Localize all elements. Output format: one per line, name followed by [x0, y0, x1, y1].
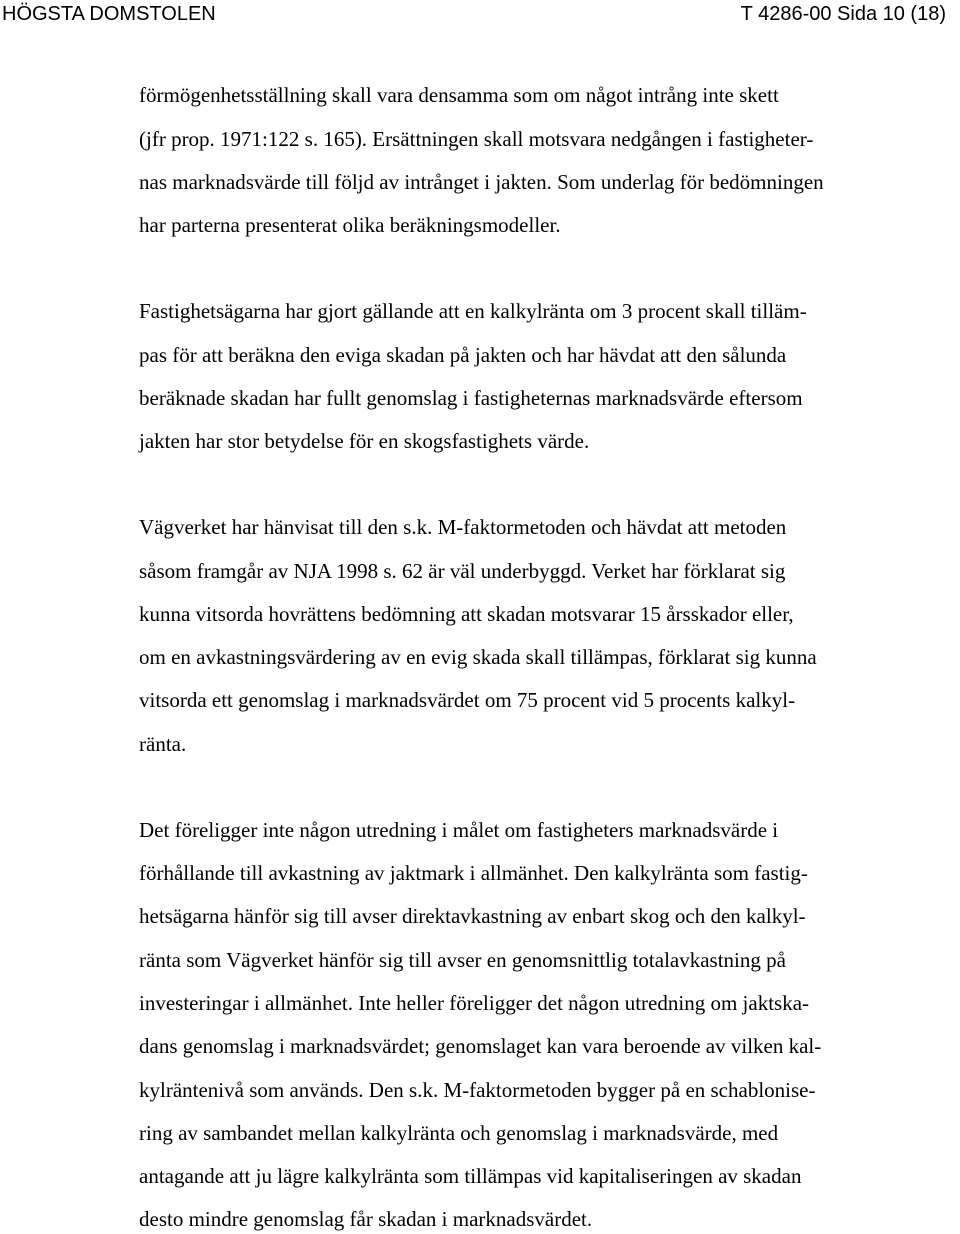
text-line: pas för att beräkna den eviga skadan på jakten och har hävdat att den sålunda — [139, 343, 787, 367]
text-line: nas marknadsvärde till följd av intrånget i jakten. Som underlag för bedömningen — [139, 170, 824, 194]
text-line: vitsorda ett genomslag i marknadsvärdet om 75 procent vid 5 procents kalkyl- — [139, 688, 796, 712]
text-line: antagande att ju lägre kalkylränta som tillämpas vid kapitaliseringen av skadan — [139, 1164, 802, 1188]
text-line: Fastighetsägarna har gjort gällande att en kalkylränta om 3 procent skall tilläm- — [139, 299, 807, 323]
text-line: Det föreligger inte någon utredning i målet om fastigheters marknadsvärde i — [139, 818, 779, 842]
text-line: jakten har stor betydelse för en skogsfastighets värde. — [139, 429, 590, 453]
text-line: desto mindre genomslag får skadan i marknadsvärdet. — [139, 1207, 593, 1231]
text-line: investeringar i allmänhet. Inte heller föreligger det någon utredning om jaktska- — [139, 991, 810, 1015]
page-header — [0, 0, 960, 30]
text-line: kylräntenivå som används. Den s.k. M-faktormetoden bygger på en schablonise- — [139, 1078, 816, 1102]
text-line: dans genomslag i marknadsvärdet; genomslaget kan vara beroende av vilken kal- — [139, 1034, 822, 1058]
text-line: ränta. — [139, 732, 187, 756]
case-page-number: T 4286-00 Sida 10 (18) — [740, 3, 946, 25]
text-line: ring av sambandet mellan kalkylränta och genomslag i marknadsvärde, med — [139, 1121, 779, 1145]
text-line: förmögenhetsställning skall vara densamma som om något intrång inte skett — [139, 83, 779, 107]
text-line: Vägverket har hänvisat till den s.k. M-faktormetoden och hävdat att metoden — [139, 515, 787, 539]
text-line: ränta som Vägverket hänför sig till avser en genomsnittlig totalavkastning på — [139, 948, 786, 972]
text-line: hetsägarna hänför sig till avser direktavkastning av enbart skog och den kalkyl- — [139, 904, 806, 928]
court-name: HÖGSTA DOMSTOLEN — [2, 3, 216, 25]
text-line: förhållande till avkastning av jaktmark i allmänhet. Den kalkylränta som fastig- — [139, 861, 808, 885]
text-line: har parterna presenterat olika beräkningsmodeller. — [139, 213, 561, 237]
text-line: kunna vitsorda hovrättens bedömning att skadan motsvarar 15 årsskador eller, — [139, 602, 794, 626]
text-line: beräknade skadan har fullt genomslag i fastigheternas marknadsvärde eftersom — [139, 386, 803, 410]
text-line: (jfr prop. 1971:122 s. 165). Ersättningen skall motsvara nedgången i fastigheter- — [139, 127, 814, 151]
text-line: om en avkastningsvärdering av en evig skada skall tillämpas, förklarat sig kunna — [139, 645, 817, 669]
text-line: såsom framgår av NJA 1998 s. 62 är väl underbyggd. Verket har förklarat sig — [139, 559, 786, 583]
